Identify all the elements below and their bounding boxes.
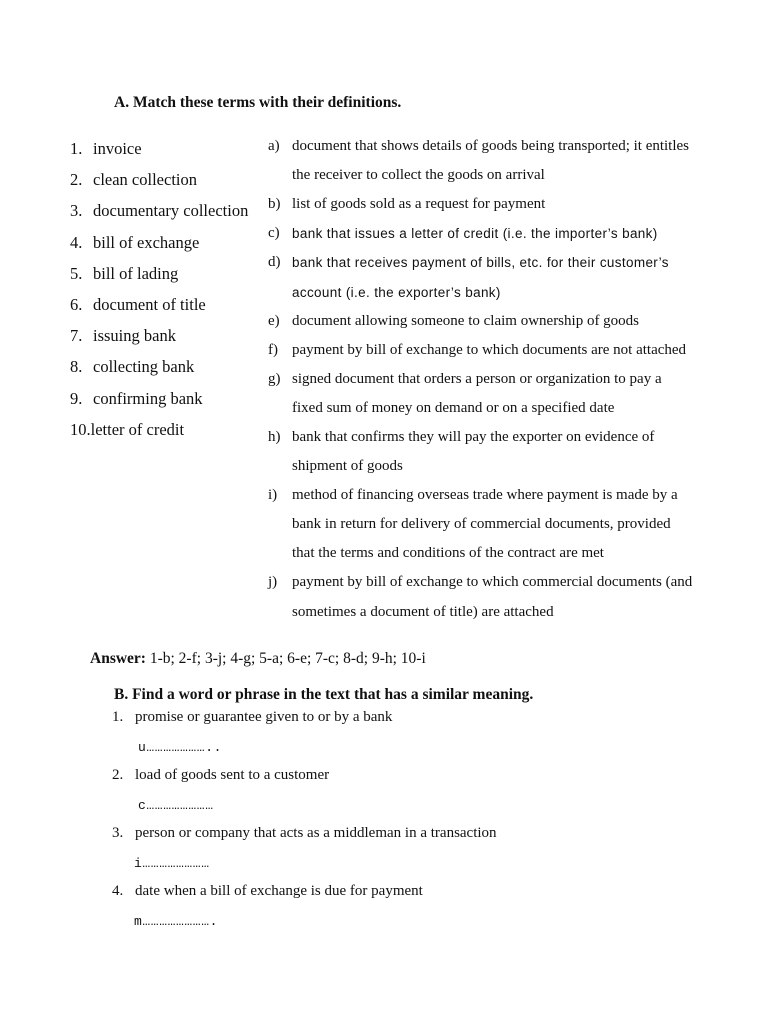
term-text: documentary collection bbox=[93, 201, 249, 221]
term-item bbox=[70, 170, 248, 201]
term-number: 6. bbox=[70, 294, 83, 314]
term-number: 4. bbox=[70, 232, 83, 252]
definition-line bbox=[268, 510, 738, 539]
definition-text: bank that issues a letter of credit (i.e. the importer’s bank) bbox=[292, 226, 658, 242]
term-number: 2. bbox=[70, 170, 83, 190]
definition-letter: b) bbox=[268, 196, 281, 213]
answer-label: Answer: bbox=[90, 650, 146, 667]
definition-line bbox=[268, 248, 738, 277]
definition-text: bank in return for delivery of commercial documents, provided bbox=[292, 516, 671, 533]
definition-line bbox=[268, 219, 738, 248]
definition-line bbox=[268, 568, 738, 597]
definition-text: signed document that orders a person or organization to pay a bbox=[292, 370, 662, 387]
question-text: load of goods sent to a customer bbox=[135, 767, 330, 783]
term-text: document of title bbox=[93, 294, 206, 314]
term-text: issuing bank bbox=[93, 326, 176, 346]
question-item bbox=[112, 709, 392, 726]
definition-text: document allowing someone to claim ownership of goods bbox=[292, 312, 640, 329]
definition-letter: j) bbox=[268, 574, 278, 591]
terms-list bbox=[70, 139, 248, 451]
answer-text: 1-b; 2-f; 3-j; 4-g; 5-a; 6-e; 7-c; 8-d; 9-h; 10-i bbox=[145, 650, 426, 667]
definition-letter: g) bbox=[268, 370, 281, 387]
definition-text: payment by bill of exchange to which documents are not attached bbox=[292, 341, 687, 358]
term-text: bill of lading bbox=[93, 263, 179, 283]
definition-line bbox=[268, 423, 738, 452]
answer-blank[interactable]: i…………………… bbox=[134, 856, 210, 871]
answer-blank[interactable]: c…………………… bbox=[138, 798, 214, 813]
term-text: bill of exchange bbox=[93, 232, 200, 252]
definition-text: method of financing overseas trade where payment is made by a bbox=[292, 487, 678, 504]
definition-letter: h) bbox=[268, 428, 281, 445]
definition-text: bank that confirms they will pay the exporter on evidence of bbox=[292, 428, 655, 445]
term-text: clean collection bbox=[93, 170, 197, 190]
definition-letter: i) bbox=[268, 487, 278, 504]
answer-blank[interactable]: m……………………. bbox=[134, 914, 219, 929]
term-number: 5. bbox=[70, 263, 83, 283]
question-text: date when a bill of exchange is due for payment bbox=[135, 883, 423, 899]
term-number: 8. bbox=[70, 357, 83, 377]
definition-line bbox=[268, 307, 738, 336]
definition-text: shipment of goods bbox=[292, 458, 403, 475]
term-item bbox=[70, 264, 248, 295]
question-number: 2. bbox=[112, 767, 124, 783]
term-item bbox=[70, 420, 248, 451]
question-text: promise or guarantee given to or by a bank bbox=[135, 709, 393, 725]
term-number: 7. bbox=[70, 326, 83, 346]
question-text: person or company that acts as a middleman in a transaction bbox=[135, 825, 497, 841]
question-number: 1. bbox=[112, 709, 124, 725]
term-text: letter of credit bbox=[90, 419, 185, 439]
term-item bbox=[70, 389, 248, 420]
term-item bbox=[70, 357, 248, 388]
answer-blank[interactable]: u………………….. bbox=[138, 740, 223, 755]
definition-text: sometimes a document of title) are attached bbox=[292, 603, 554, 620]
definition-text: the receiver to collect the goods on arrival bbox=[292, 167, 545, 184]
term-text: collecting bank bbox=[93, 357, 195, 377]
question-number: 4. bbox=[112, 883, 124, 899]
definition-line bbox=[268, 539, 738, 568]
answer-key bbox=[90, 650, 426, 668]
term-item bbox=[70, 139, 248, 170]
question-item bbox=[112, 767, 329, 784]
definition-line bbox=[268, 190, 738, 219]
term-number: 1. bbox=[70, 139, 83, 158]
section-b-heading: B. Find a word or phrase in the text that has a similar meaning. bbox=[114, 686, 534, 703]
definition-text: fixed sum of money on demand or on a specified date bbox=[292, 399, 615, 416]
definition-line bbox=[268, 394, 738, 423]
definitions-list bbox=[268, 132, 738, 627]
definition-letter: e) bbox=[268, 312, 280, 329]
question-number: 3. bbox=[112, 825, 124, 841]
term-number: 9. bbox=[70, 388, 83, 408]
definition-line bbox=[268, 277, 738, 306]
question-item bbox=[112, 883, 423, 900]
term-item bbox=[70, 233, 248, 264]
definition-text: document that shows details of goods being transported; it entitles bbox=[292, 138, 690, 155]
definition-letter: c) bbox=[268, 225, 280, 242]
term-number: 3. bbox=[70, 201, 83, 221]
term-number: 10. bbox=[70, 419, 91, 439]
definition-text: account (i.e. the exporter’s bank) bbox=[292, 284, 501, 300]
definition-letter: a) bbox=[268, 138, 280, 155]
definition-line bbox=[268, 336, 738, 365]
term-item bbox=[70, 326, 248, 357]
definition-line bbox=[268, 161, 738, 190]
term-item bbox=[70, 201, 248, 232]
definition-letter: f) bbox=[268, 341, 278, 358]
definition-line bbox=[268, 132, 738, 161]
term-text: confirming bank bbox=[93, 388, 203, 408]
definition-letter: d) bbox=[268, 254, 281, 271]
definition-text: list of goods sold as a request for payment bbox=[292, 196, 546, 213]
definition-text: bank that receives payment of bills, etc. for their customer’s bbox=[292, 255, 669, 271]
definition-line bbox=[268, 598, 738, 627]
term-text: invoice bbox=[93, 139, 142, 158]
definition-line bbox=[268, 481, 738, 510]
question-item bbox=[112, 825, 497, 842]
definition-line bbox=[268, 452, 738, 481]
definition-text: payment by bill of exchange to which commercial documents (and bbox=[292, 574, 693, 591]
section-a-heading: A. Match these terms with their definitions. bbox=[114, 94, 402, 111]
definition-text: that the terms and conditions of the contract are met bbox=[292, 545, 604, 562]
definition-line bbox=[268, 365, 738, 394]
term-item bbox=[70, 295, 248, 326]
